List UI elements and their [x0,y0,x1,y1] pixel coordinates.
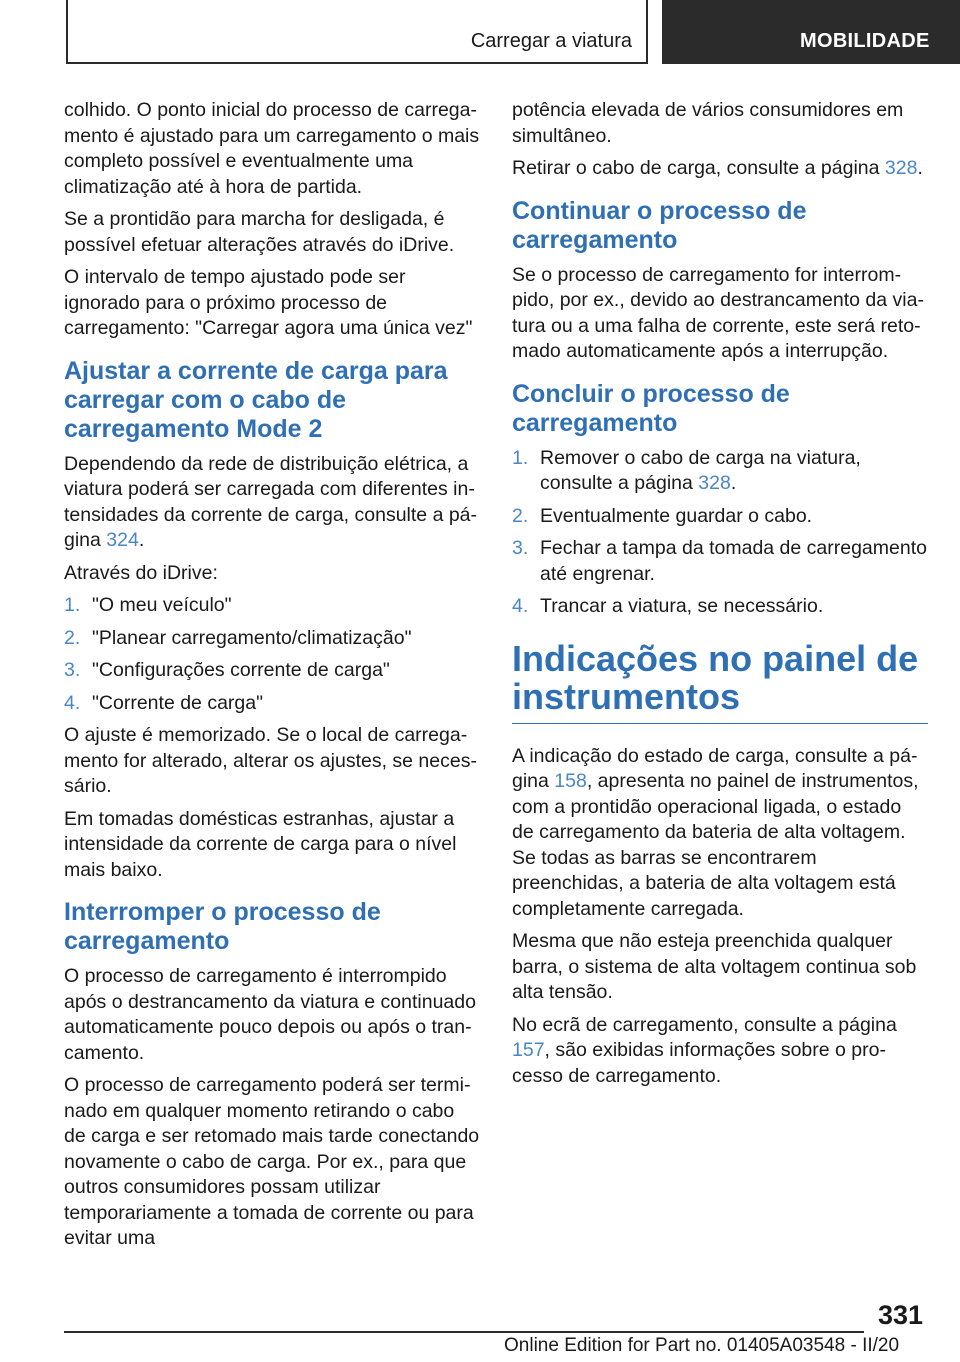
page-number: 331 [878,1300,924,1330]
list-item [512,446,928,497]
paragraph: Se o processo de carregamento for interrompido, por ex., devido ao destrancamento da viatura ou a uma falha de corrente, este será retomado automaticamente após a interrupção. [512,263,924,362]
step-number: 4. [512,595,529,617]
step-text: Trancar a viatura, se necessário. [540,595,824,617]
step-number: 3. [512,537,529,559]
step-text: . [730,472,737,494]
step-number: 4. [64,691,81,714]
paragraph: O processo de carregamento poderá ser terminado em qualquer momento retirando o cabo de carga e ser retomado mais tarde conectando novamente o cabo de carga. Por ex., para que outros consumidores possam utilizar temporariamente a tomada de corrente ou para evitar uma [64,1074,480,1249]
list-item [64,593,480,619]
step-number: 2. [64,626,81,649]
paragraph-text: Dependendo da rede de distribuição elétrica, a viatura poderá ser carregada com diferentes intensidades da corrente de carga, consulte a página [64,452,478,551]
list-item [512,594,928,620]
step-number: 3. [64,659,81,681]
paragraph [64,452,480,554]
left-column [64,98,480,1259]
paragraph-text: Retirar o cabo de carga, consulte a página [512,157,885,179]
heading-instrument-panel-indications: Indicações no painel de instrumentos [512,640,928,724]
paragraph: potência elevada de vários consumidores em simultâneo. [512,99,904,147]
step-text: Fechar a tampa da tomada de carregamento até engrenar. [540,537,927,585]
right-column [512,98,928,1096]
paragraph-text: , apresenta no painel de instrumentos, com a prontidão operacional ligada, o estado de carregamento da bateria de alta voltagem. Se todas as barras se encontrarem preenchidas, a bateria de alta voltagem está completamente carregada. [512,770,919,920]
heading-interrupt-charging: Interromper o processo de carregamento [64,898,381,955]
page-link-324[interactable]: 324 [106,529,139,551]
paragraph [512,156,928,182]
paragraph [512,744,928,923]
step-text: "Configurações corrente de carga" [92,659,390,681]
paragraph-text: A indicação do estado de carga, consulte a página [512,744,918,792]
page-link-158[interactable]: 158 [554,770,587,792]
step-text: "Corrente de carga" [92,691,264,714]
list-item [512,536,928,587]
list-item [64,626,480,652]
paragraph: Mesma que não esteja preenchida qualquer barra, o sistema de alta voltagem continua sob alta tensão. [512,930,917,1003]
footer-divider [64,1331,864,1333]
page-link-328[interactable]: 328 [698,472,731,494]
step-text: Eventualmente guardar o cabo. [540,504,813,527]
step-text: "O meu veículo" [92,594,232,616]
paragraph: Se a prontidão para marcha for desligada, é possível efetuar alterações através do iDrive. [64,208,455,256]
header-chapter-title: MOBILIDADE [800,30,930,52]
paragraph-text: , são exibidas informações sobre o processo de carregamento. [512,1039,886,1087]
step-text: "Planear carregamento/climatização" [92,626,412,649]
step-number: 1. [512,446,529,469]
footer-edition: Online Edition for Part no. 01405A03548 - II/20 [504,1335,900,1356]
paragraph: O ajuste é memorizado. Se o local de carregamento for alterado, alterar os ajustes, se necessário. [64,724,477,797]
paragraph: O processo de carregamento é interrompido após o destrancamento da viatura e continuado automaticamente pouco depois ou após o trancamento. [64,965,476,1064]
header-section-title: Carregar a viatura [470,30,632,52]
paragraph-text: No ecrã de carregamento, consulte a página [512,1013,897,1036]
page-link-328[interactable]: 328 [884,157,918,179]
step-text: Remover o cabo de carga na viatura, consulte a página [540,446,861,494]
paragraph: O intervalo de tempo ajustado pode ser ignorado para o próximo processo de carregamento: "Carregar agora uma única vez" [64,266,473,339]
step-number: 2. [512,504,529,527]
idrive-steps-list [64,593,480,716]
paragraph-text: . [917,157,923,179]
header-chapter-tab [662,0,960,64]
paragraph: colhido. O ponto inicial do processo de carregamento é ajustado para um carregamento o mais completo possível e eventualmente uma climatização até à hora de partida. [64,99,480,198]
paragraph: Através do iDrive: [64,561,218,584]
heading-continue-charging: Continuar o processo de carregamento [512,196,807,254]
list-item [64,658,480,684]
page-link-157[interactable]: 157 [512,1039,545,1061]
list-item [64,691,480,717]
heading-adjust-charging-current: Ajustar a corrente de carga para carregar com o cabo de carregamento Mode 2 [64,356,448,443]
heading-finish-charging: Concluir o processo de carregamento [512,379,790,437]
paragraph-text: . [138,529,145,551]
list-item [512,504,928,530]
finish-steps-list [512,446,928,620]
header-section-tab [66,0,648,64]
step-number: 1. [64,594,81,616]
paragraph [512,1013,928,1090]
paragraph: Em tomadas domésticas estranhas, ajustar a intensidade da corrente de carga para o nível mais baixo. [64,807,457,881]
